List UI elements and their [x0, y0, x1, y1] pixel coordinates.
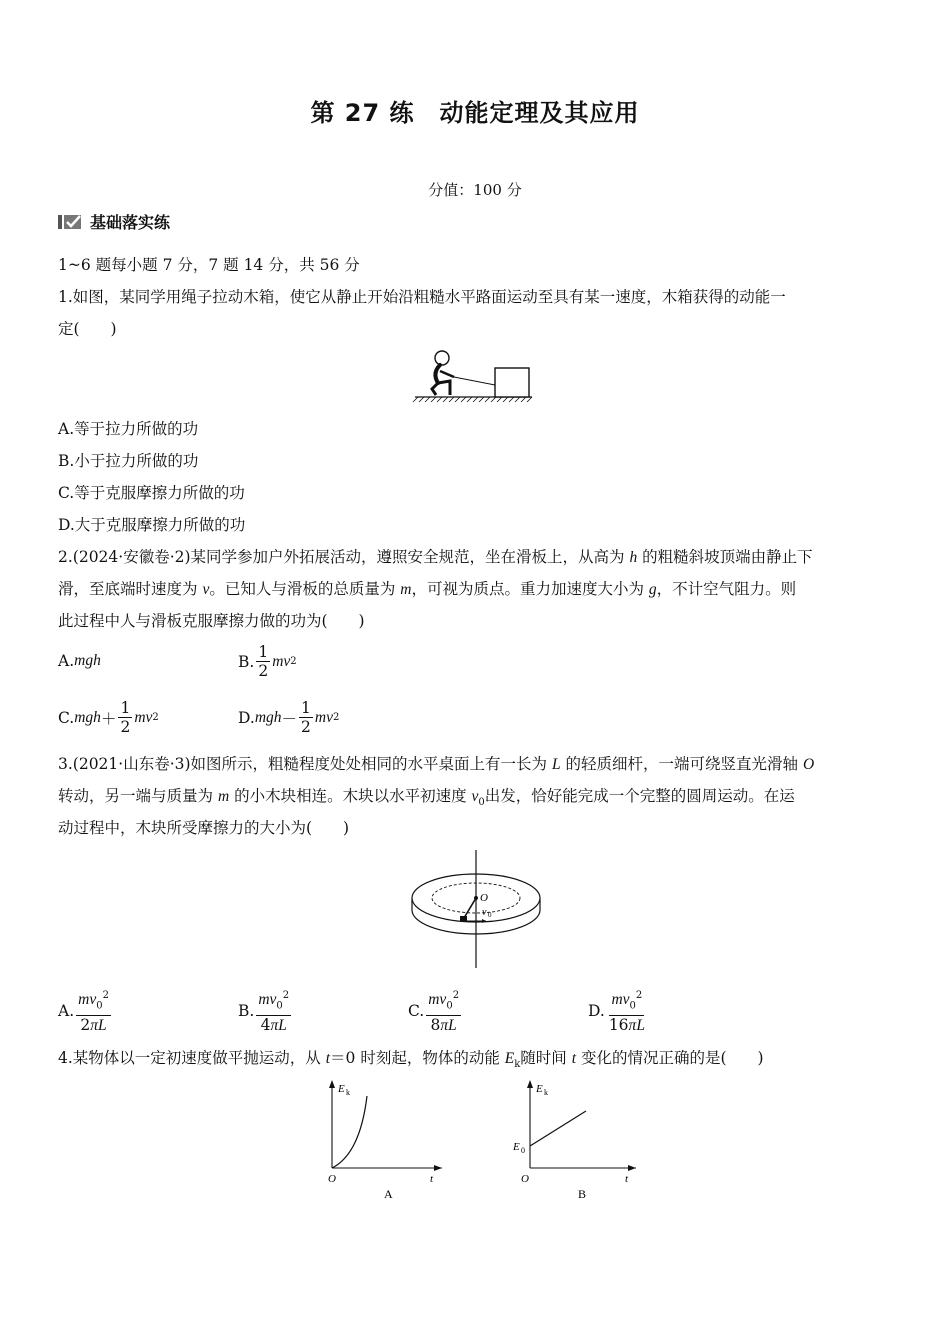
q3-option-d: D. $\frac{mv_0^2}{16\pi L}$ [588, 987, 649, 1035]
svg-text:t: t [625, 1173, 629, 1185]
q1-stem-line1: 1.如图，某同学用绳子拉动木箱，使它从静止开始沿粗糙水平路面运动至具有某一速度，木箱获得的动能一 [58, 288, 786, 306]
check-badge-icon [58, 213, 84, 231]
q1-option-a: A.等于拉力所做的功 [58, 420, 199, 438]
score-value: 分值：100 分 [428, 181, 522, 199]
q2-stem-line1: 2.(2024·安徽卷·2)某同学参加户外拓展活动，遵照安全规范，坐在滑板上，从高为 h 的粗糙斜坡顶端由静止下 [58, 548, 813, 566]
svg-text:A: A [384, 1187, 393, 1201]
q4-stem: 4.某物体以一定初速度做平抛运动，从 t＝0 时刻起，物体的动能 $E_k$随时间 t 变化的情况正确的是( ) [58, 1049, 764, 1071]
fig-label-v: v [482, 907, 487, 918]
svg-text:B: B [578, 1187, 587, 1201]
q1-stem-line2: 定( ) [58, 320, 117, 338]
svg-text:0: 0 [521, 1146, 525, 1155]
q3-stem-line2: 转动，另一端与质量为 m 的小木块相连。木块以水平初速度 $v_0$出发，恰好能完成一个完整的圆周运动。在运 [58, 787, 795, 809]
graph-b-line [530, 1111, 586, 1146]
q4-graph-b [508, 1076, 643, 1204]
q3-option-c: C. $\frac{mv_0^2}{8\pi L}$ [408, 987, 463, 1035]
svg-text:t: t [430, 1173, 434, 1185]
section-header [58, 210, 170, 233]
section-label: 基础落实练 [90, 213, 171, 232]
svg-text:k: k [544, 1088, 548, 1097]
score-intro: 1~6 题每小题 7 分，7 题 14 分，共 56 分 [58, 256, 360, 274]
graph-a-curve [332, 1096, 367, 1168]
q2-option-b: B. $\frac{1}{2}$ mv 2 [238, 643, 297, 680]
q2-option-a: A. mgh [58, 652, 101, 670]
fig-label-v-sub: 0 [488, 911, 492, 919]
q2-stem-line3: 此过程中人与滑板克服摩擦力做的功为( ) [58, 612, 365, 630]
q2-stem-line2: 滑，至底端时速度为 v。已知人与滑板的总质量为 m，可视为质点。重力加速度大小为 g，不计空气阻力。则 [58, 580, 797, 598]
q3-stem-line1: 3.(2021·山东卷·3)如图所示，粗糙程度处处相同的水平桌面上有一长为 L 的轻质细杆，一端可绕竖直光滑轴 O [58, 755, 815, 773]
q4-graph-a [320, 1076, 450, 1204]
page-title: 第 27 练 动能定理及其应用 [310, 99, 640, 127]
svg-text:O: O [328, 1173, 336, 1185]
q1-option-c: C.等于克服摩擦力所做的功 [58, 484, 245, 502]
q1-figure-person-pulling-box [410, 345, 535, 405]
svg-text:E: E [513, 1141, 520, 1153]
svg-text:E: E [338, 1083, 345, 1095]
fig-label-o: O [480, 892, 488, 904]
svg-text:E: E [536, 1083, 543, 1095]
q2-option-c: C. mgh ＋ $\frac{1}{2}$ mv 2 [58, 699, 159, 736]
q1-option-b: B.小于拉力所做的功 [58, 452, 199, 470]
q1-option-d: D.大于克服摩擦力所做的功 [58, 516, 246, 534]
svg-text:O: O [521, 1173, 529, 1185]
q3-option-b: B. $\frac{mv_0^2}{4\pi L}$ [238, 987, 293, 1035]
svg-text:k: k [346, 1088, 350, 1097]
q2-option-d: D. mgh － $\frac{1}{2}$ mv 2 [238, 699, 340, 736]
q3-option-a: A. $\frac{mv_0^2}{2\pi L}$ [58, 987, 113, 1035]
q3-figure-rotating-table [408, 848, 544, 970]
q3-stem-line3: 动过程中，木块所受摩擦力的大小为( ) [58, 819, 350, 837]
